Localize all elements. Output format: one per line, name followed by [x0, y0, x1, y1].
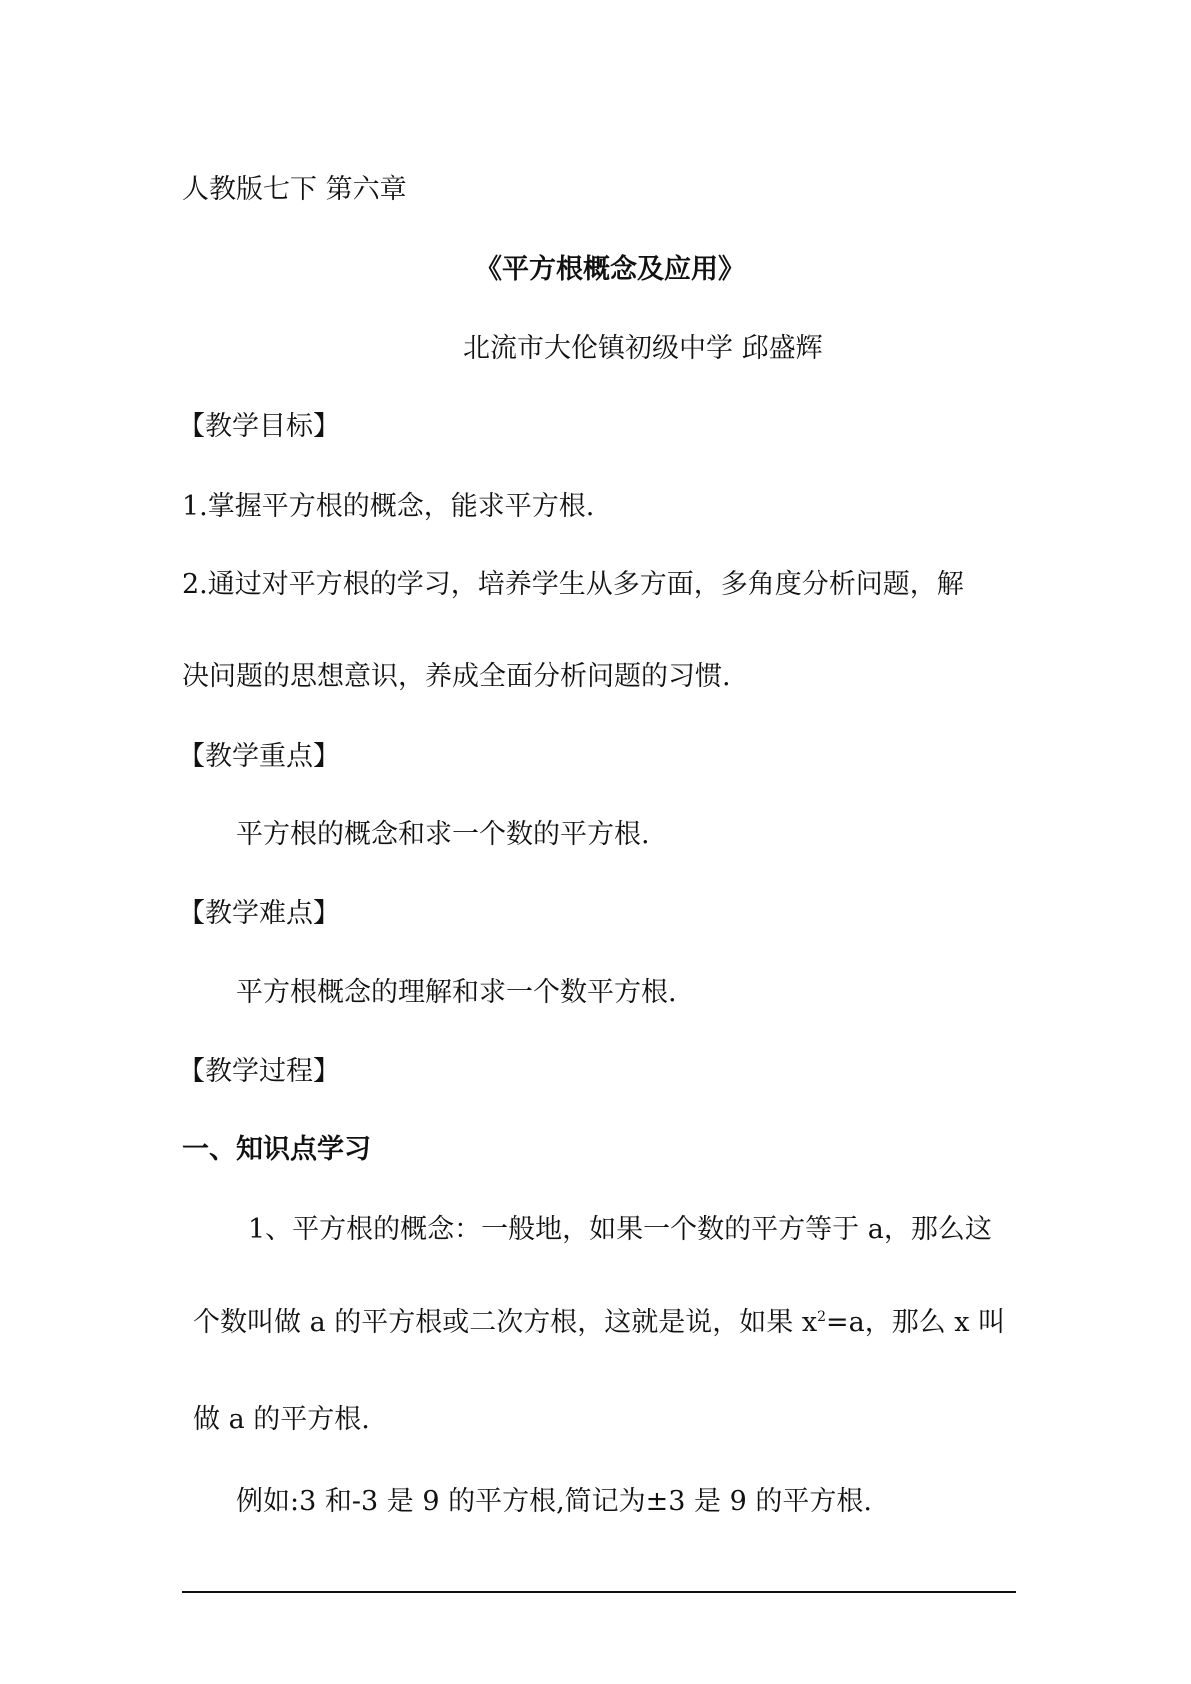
- objective-item-2-line-2: 决问题的思想意识，养成全面分析问题的习惯.: [182, 661, 731, 692]
- concept-line-2: [193, 1306, 1005, 1340]
- document-header: 人教版七下 第六章: [182, 174, 407, 205]
- concept-line-2-text-b: =a，那么 x 叫: [826, 1307, 1006, 1338]
- exponent-superscript: 2: [817, 1309, 826, 1325]
- difficulties-text: 平方根概念的理解和求一个数平方根.: [236, 977, 677, 1008]
- process-heading: 【教学过程】: [178, 1056, 340, 1087]
- concept-line-2-text-a: 个数叫做 a 的平方根或二次方根，这就是说，如果 x: [193, 1307, 818, 1338]
- key-points-heading: 【教学重点】: [178, 741, 340, 772]
- section-title-knowledge: 一、知识点学习: [182, 1134, 371, 1165]
- example-text: 例如:3 和-3 是 9 的平方根,简记为±3 是 9 的平方根.: [236, 1486, 872, 1517]
- key-points-text: 平方根的概念和求一个数的平方根.: [236, 819, 650, 850]
- objectives-heading: 【教学目标】: [178, 411, 340, 442]
- author-line: 北流市大伦镇初级中学 邱盛辉: [463, 333, 823, 364]
- document-title: 《平方根概念及应用》: [475, 254, 745, 285]
- concept-line-3: 做 a 的平方根.: [193, 1404, 370, 1435]
- difficulties-heading: 【教学难点】: [178, 898, 340, 929]
- objective-item-1: 1.掌握平方根的概念，能求平方根.: [182, 491, 595, 522]
- concept-line-1: 1、平方根的概念：一般地，如果一个数的平方等于 a，那么这: [248, 1214, 992, 1245]
- footer-divider: [182, 1591, 1016, 1593]
- objective-item-2-line-1: 2.通过对平方根的学习，培养学生从多方面，多角度分析问题，解: [182, 569, 964, 600]
